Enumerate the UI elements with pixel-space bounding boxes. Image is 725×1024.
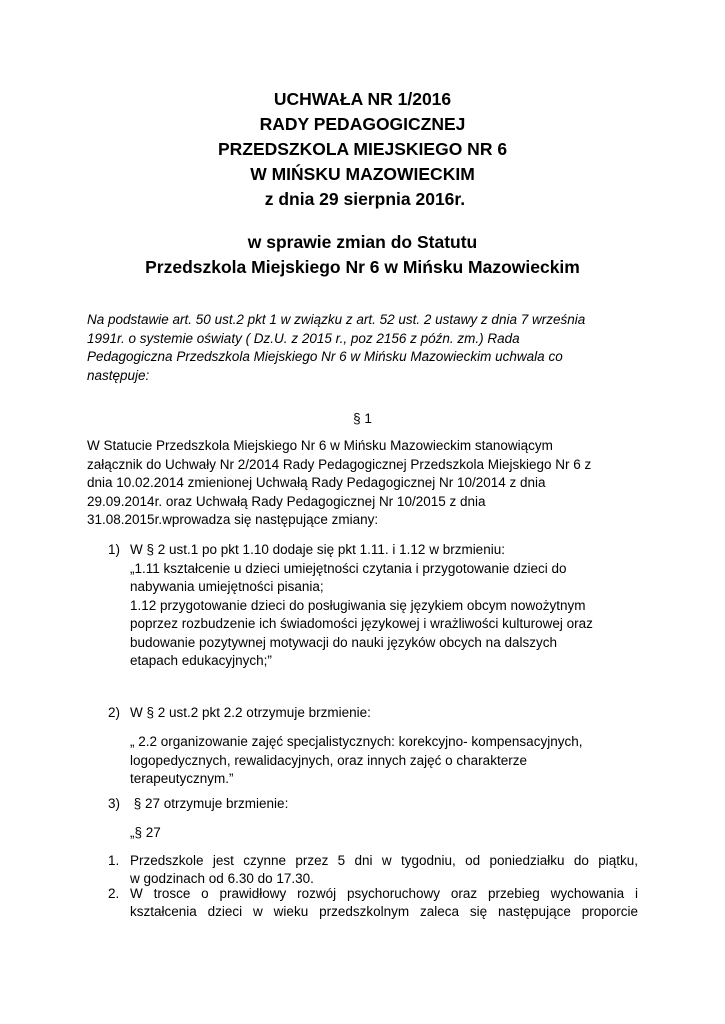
title-date: z dnia 29 sierpnia 2016r.: [259, 189, 466, 209]
title-line: RADY PEDAGOGICZNEJ: [259, 114, 466, 134]
change-item-3: [0, 795, 725, 815]
change-text: [130, 541, 650, 671]
point-1-line-2: w godzinach od 6.30 do 17.30.: [130, 871, 314, 886]
intro-line: dnia 10.02.2014 zmienionej Uchwałą Rady Pedagogicznej Nr 10/2014 z dnia: [87, 475, 546, 490]
change-number: 3): [108, 796, 121, 811]
point-1-line-1: Przedszkole jest czynne przez 5 dni w tygodniu, od poniedziałku do piątku,: [130, 853, 638, 868]
quote-line: terapeutycznym.”: [130, 771, 234, 786]
point-2-line-1: W trosce o prawidłowy rozwój psychoruchowy oraz przebieg wychowania i: [130, 886, 638, 901]
basis-line: Pedagogiczna Przedszkola Miejskiego Nr 6 w Mińsku Mazowieckim uchwala co: [87, 349, 563, 364]
basis-line: Na podstawie art. 50 ust.2 pkt 1 w związku z art. 52 ust. 2 ustawy z dnia 7 września: [87, 312, 586, 327]
point-number: 2.: [108, 886, 120, 901]
title-line: PRZEDSZKOLA MIEJSKIEGO NR 6: [217, 139, 508, 159]
intro-line: W Statucie Przedszkola Miejskiego Nr 6 w Mińsku Mazowieckim stanowiącym: [87, 438, 553, 453]
change-item-1: [0, 541, 725, 681]
change-head: § 27 otrzymuje brzmienie:: [130, 796, 289, 811]
change-number: 1): [108, 542, 121, 557]
intro-line: 31.08.2015r.wprowadza się następujące zmiany:: [87, 512, 379, 527]
change-item-2: [0, 704, 725, 724]
legal-basis: [87, 311, 647, 385]
change-line: poprzez rozbudzenie ich świadomości językowej i wrażliwości kulturowej oraz: [130, 616, 593, 631]
change-line: etapach edukacyjnych;”: [130, 653, 272, 668]
intro-line: 29.09.2014r. oraz Uchwałą Rady Pedagogicznej Nr 10/2015 z dnia: [87, 493, 486, 509]
title-line: UCHWAŁA NR 1/2016: [273, 89, 452, 109]
subject-line: w sprawie zmian do Statutu: [247, 232, 478, 252]
basis-line: 1991r. o systemie oświaty ( Dz.U. z 2015 r., poz 2156 z późn. zm.) Rada: [87, 330, 520, 346]
subject-line: Przedszkola Miejskiego Nr 6 w Mińsku Mazowieckim: [145, 257, 580, 277]
resolution-title: [0, 87, 725, 212]
change-line: 1.12 przygotowanie dzieci do posługiwania się językiem obcym nowożytnym: [130, 597, 586, 613]
change-head: W § 2 ust.2 pkt 2.2 otrzymuje brzmienie:: [130, 705, 371, 720]
change-2-quote: [130, 733, 650, 789]
quote-line: „ 2.2 organizowanie zajęć specjalistycznych: korekcyjno- kompensacyjnych,: [130, 734, 583, 749]
basis-line: następuje:: [87, 367, 150, 383]
change-3-quote-head: „§ 27: [130, 825, 161, 840]
resolution-subject: [0, 230, 725, 280]
point-2-line-2: kształcenia dzieci w wieku przedszkolnym zaleca się następujące proporcie: [130, 904, 638, 919]
change-number: 2): [108, 705, 121, 720]
change-line: „1.11 kształcenie u dzieci umiejętności czytania i przygotowanie dzieci do: [130, 560, 567, 576]
change-line: nabywania umiejętności pisania;: [130, 579, 324, 594]
intro-line: załącznik do Uchwały Nr 2/2014 Rady Pedagogicznej Przedszkola Miejskiego Nr 6 z: [87, 456, 592, 472]
change-line: W § 2 ust.1 po pkt 1.10 dodaje się pkt 1.11. i 1.12 w brzmieniu:: [130, 542, 505, 557]
point-number: 1.: [108, 853, 120, 868]
title-line: W MIŃSKU MAZOWIECKIM: [250, 164, 475, 184]
change-line: budowanie pozytywnej motywacji do nauki języków obcych na dalszych: [130, 634, 557, 650]
intro-paragraph: [87, 437, 667, 530]
section-sign: § 1: [353, 411, 372, 426]
quote-line: logopedycznych, rewalidacyjnych, oraz innych zajęć o charakterze: [130, 752, 527, 768]
